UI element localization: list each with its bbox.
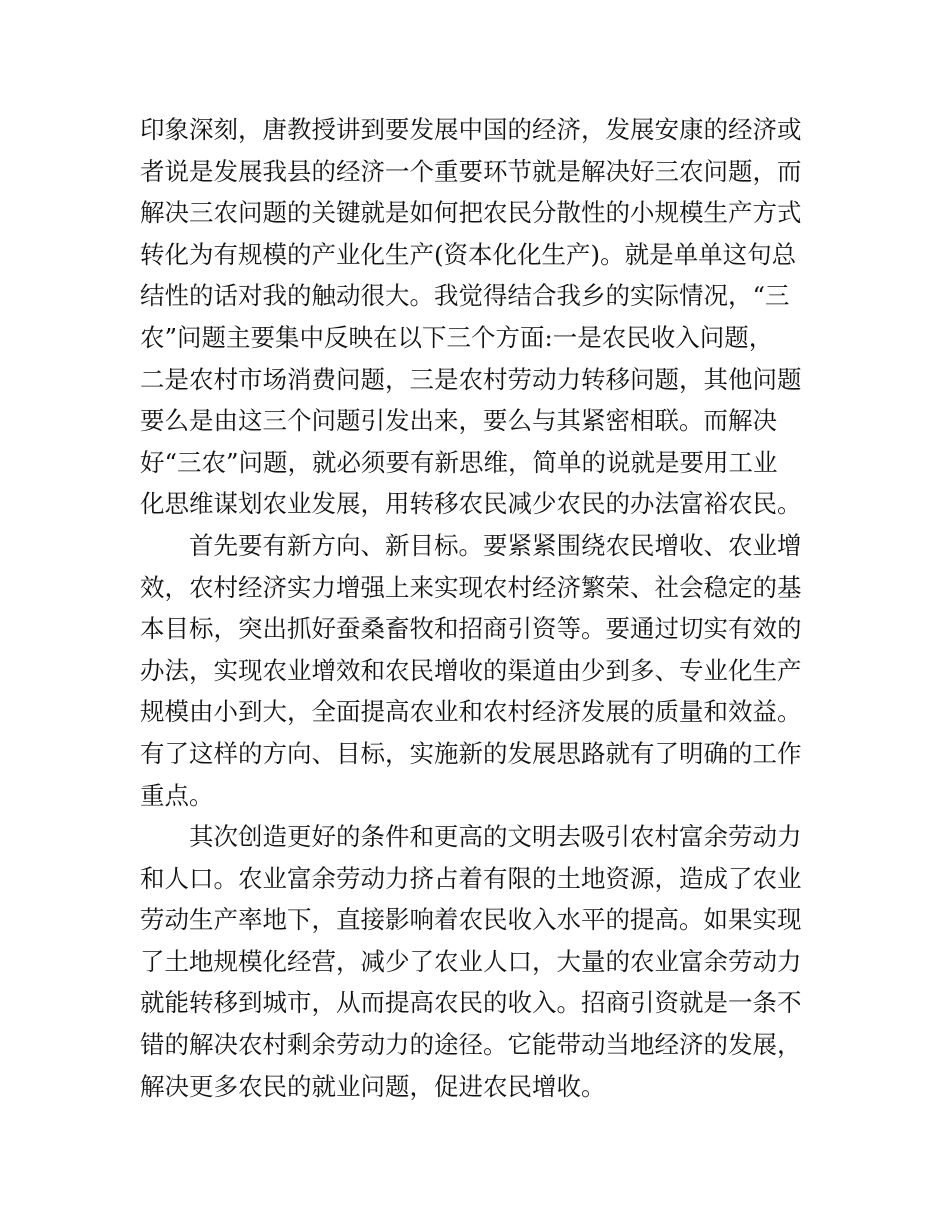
text-line: 化思维谋划农业发展，用转移农民减少农民的办法富裕农民。 bbox=[140, 489, 802, 519]
paragraph-first-line: 首先要有新方向、新目标。要紧紧围绕农民增收、农业增 bbox=[189, 530, 802, 560]
text-line: 就能转移到城市，从而提高农民的收入。招商引资就是一条不 bbox=[140, 988, 802, 1018]
text-line: 重点。 bbox=[140, 780, 214, 810]
text-line: 劳动生产率地下，直接影响着农民收入水平的提高。如果实现 bbox=[140, 905, 802, 935]
text-line: 二是农村市场消费问题，三是农村劳动力转移问题，其他问题 bbox=[140, 364, 802, 394]
text-line: 和人口。农业富余劳动力挤占着有限的土地资源，造成了农业 bbox=[140, 863, 802, 893]
text-line: 本目标，突出抓好蚕桑畜牧和招商引资等。要通过切实有效的 bbox=[140, 614, 802, 644]
text-line: 规模由小到大，全面提高农业和农村经济发展的质量和效益。 bbox=[140, 697, 802, 727]
text-line: 结性的话对我的触动很大。我觉得结合我乡的实际情况，“三 bbox=[140, 281, 790, 311]
text-line: 转化为有规模的产业化生产(资本化化生产)。就是单单这句总 bbox=[140, 239, 797, 269]
text-line: 者说是发展我县的经济一个重要环节就是解决好三农问题，而 bbox=[140, 156, 802, 186]
text-line: 农”问题主要集中反映在以下三个方面:一是农民收入问题， bbox=[140, 322, 774, 352]
text-line: 有了这样的方向、目标，实施新的发展思路就有了明确的工作 bbox=[140, 738, 802, 768]
text-line: 错的解决农村剩余劳动力的途径。它能带动当地经济的发展， bbox=[140, 1030, 802, 1060]
text-line: 印象深刻，唐教授讲到要发展中国的经济，发展安康的经济或 bbox=[140, 115, 802, 144]
text-line: 要么是由这三个问题引发出来，要么与其紧密相联。而解决 bbox=[140, 406, 777, 436]
text-line: 效，农村经济实力增强上来实现农村经济繁荣、社会稳定的基 bbox=[140, 572, 802, 602]
body-text bbox=[140, 109, 816, 1107]
text-line: 了土地规模化经营，减少了农业人口，大量的农业富余劳动力 bbox=[140, 946, 802, 976]
text-line: 解决更多农民的就业问题，促进农民增收。 bbox=[140, 1071, 606, 1101]
paragraph-first-line: 其次创造更好的条件和更高的文明去吸引农村富余劳动力 bbox=[189, 822, 802, 852]
text-line: 好“三农”问题，就必须要有新思维，简单的说就是要用工业 bbox=[140, 447, 778, 477]
text-line: 办法，实现农业增效和农民增收的渠道由少到多、专业化生产 bbox=[140, 655, 802, 685]
text-line: 解决三农问题的关键就是如何把农民分散性的小规模生产方式 bbox=[140, 198, 802, 228]
